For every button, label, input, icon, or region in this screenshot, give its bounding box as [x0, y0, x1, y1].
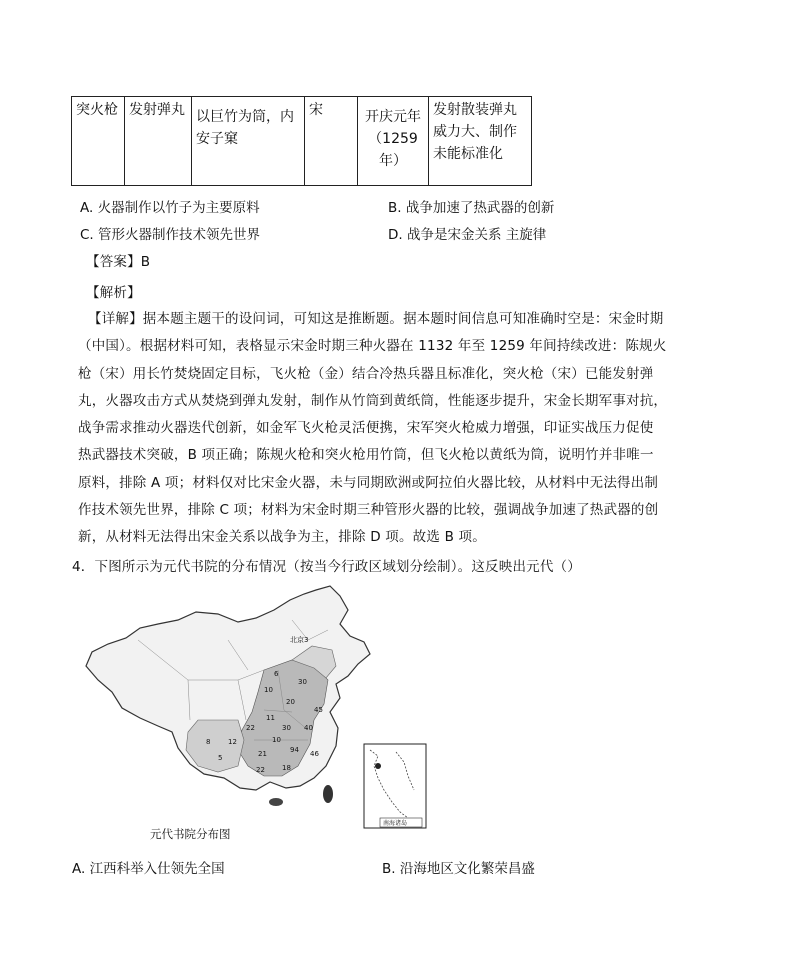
map-label: 8	[206, 738, 211, 746]
explanation-line: 丸，火器攻击方式从焚烧到弹丸发射，制作从竹筒到黄纸筒，性能逐步提升，宋金长期军事对抗，	[78, 393, 668, 409]
explanation-line: 作技术领先世界，排除 C 项；材料为宋金时期三种管形火器的比较，强调战争加速了热武器的创	[78, 502, 659, 518]
map-label: 94	[290, 746, 299, 754]
map-label: 30	[298, 678, 307, 686]
analysis-label: 【解析】	[86, 285, 141, 301]
explanation-line: 热武器技术突破，B 项正确；陈规火枪和突火枪用竹筒，但飞火枪以黄纸为筒，说明竹并非唯一	[78, 447, 654, 463]
map-label: 45	[314, 706, 323, 714]
explanation-line: 战争需求推动火器迭代创新，如金军飞火枪灵活便携，宋军突火枪威力增强，印证实战压力促使	[78, 420, 654, 436]
table-cell-weapon: 突火枪	[72, 97, 125, 186]
map-label: 18	[282, 764, 291, 772]
map-label: 22	[256, 766, 265, 774]
map-label: 北京3	[290, 636, 309, 644]
map-label: 10	[264, 686, 273, 694]
map-image	[78, 580, 436, 848]
option-a: A. 火器制作以竹子为主要原料	[80, 200, 260, 216]
explanation-line: 新，从材料无法得出宋金关系以战争为主，排除 D 项。故选 B 项。	[78, 529, 486, 545]
explanation-line: 原料，排除 A 项；材料仅对比宋金火器，未与同期欧洲或阿拉伯火器比较，从材料中无法得出制	[78, 475, 659, 491]
question-4: 4．下图所示为元代书院的分布情况（按当今行政区域划分绘制）。这反映出元代（）	[72, 559, 581, 575]
firearms-table	[71, 96, 532, 186]
inset-label: 南海诸岛	[383, 820, 408, 827]
map-label: 10	[272, 736, 281, 744]
academy-distribution-map	[78, 580, 436, 848]
map-label: 5	[218, 754, 223, 762]
option-d: D. 战争是宋金关系 主旋律	[388, 227, 547, 243]
explanation-line: 枪（宋）用长竹焚烧固定目标，飞火枪（金）结合冷热兵器且标准化，突火枪（宋）已能发射弹	[78, 366, 654, 382]
map-label: 11	[266, 714, 275, 722]
map-label: 30	[282, 724, 291, 732]
south-sea-inset	[364, 744, 426, 828]
table-row	[72, 97, 532, 186]
table-cell-dynasty: 宋	[305, 97, 358, 186]
table-cell-year: 开庆元年（1259 年）	[358, 97, 429, 186]
option-c: C. 管形火器制作技术领先世界	[80, 227, 261, 243]
answer-line: 【答案】B	[86, 254, 151, 270]
map-label: 21	[258, 750, 267, 758]
map-label: 22	[246, 724, 255, 732]
map-caption: 元代书院分布图	[150, 827, 231, 841]
option-b: B. 战争加速了热武器的创新	[388, 200, 555, 216]
table-cell-function: 发射弹丸	[125, 97, 192, 186]
table-cell-feature: 发射散装弹丸威力大、制作未能标准化	[429, 97, 532, 186]
explanation-line: （中国）。根据材料可知，表格显示宋金时期三种火器在 1132 年至 1259 年间持续改进：陈规火	[78, 338, 667, 354]
hainan-island	[269, 798, 283, 806]
explanation-line: 【详解】据本题主题干的设问词，可知这是推断题。据本题时间信息可知准确时空是：宋金时期	[88, 311, 664, 327]
taiwan-island	[323, 785, 333, 803]
map-label: 6	[274, 670, 279, 678]
q4-option-a: A. 江西科举入仕领先全国	[72, 861, 225, 877]
map-label: 12	[228, 738, 237, 746]
map-label: 40	[304, 724, 313, 732]
map-label: 20	[286, 698, 295, 706]
table-cell-structure: 以巨竹为筒，内安子窠	[192, 97, 305, 186]
q4-option-b: B. 沿海地区文化繁荣昌盛	[382, 861, 535, 877]
map-label: 46	[310, 750, 319, 758]
